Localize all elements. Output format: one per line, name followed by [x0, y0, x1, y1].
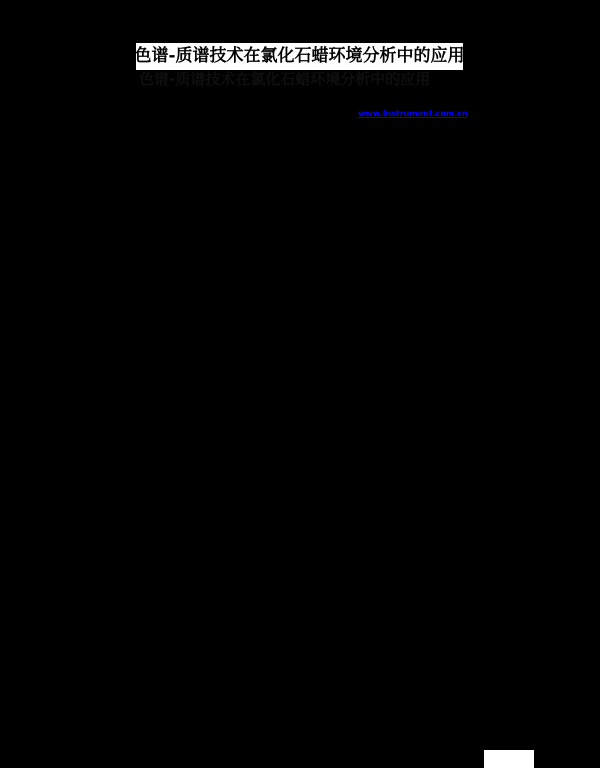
page-number-box [484, 750, 534, 768]
title-ghost-echo: 色谱-质谱技术在氯化石蜡环境分析中的应用 [139, 70, 431, 88]
document-title: 色谱-质谱技术在氯化石蜡环境分析中的应用 [134, 46, 465, 66]
document-title-bar [136, 43, 463, 70]
watermark-link[interactable]: www.instrument.com.cn [358, 109, 468, 118]
